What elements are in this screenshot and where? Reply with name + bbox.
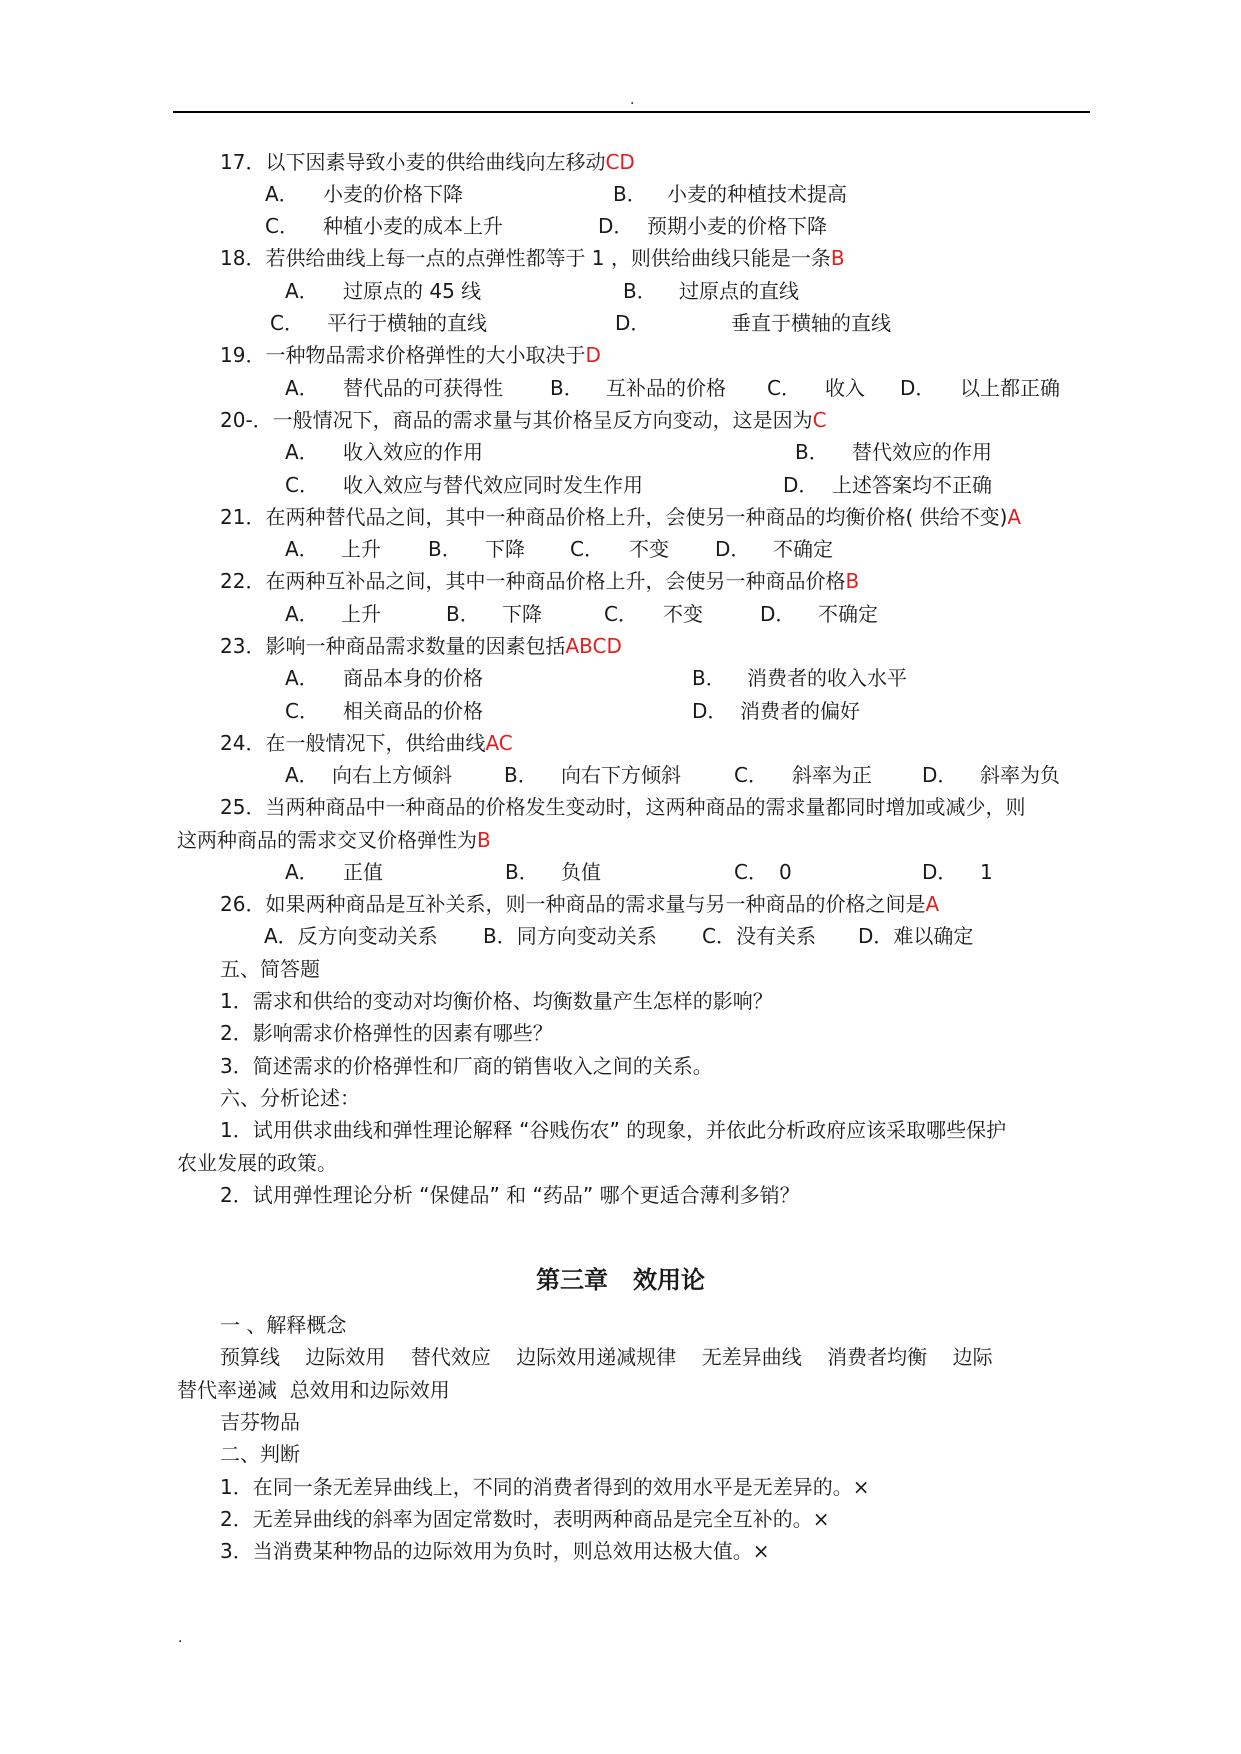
q20-option-d-text: 上述答案均不正确 — [832, 473, 992, 497]
q19-answer: D — [585, 343, 601, 367]
q21-option-a: A． — [285, 537, 319, 561]
q23-option-b-text: 消费者的收入水平 — [747, 666, 907, 690]
judge-item: 2．无差异曲线的斜率为固定常数时，表明两种商品是完全互补的。× — [220, 1507, 830, 1531]
q17-option-a: A． — [265, 182, 299, 206]
q20-option-c-text: 收入效应与替代效应同时发生作用 — [343, 473, 643, 497]
q19-stem: 19．一种物品需求价格弹性的大小取决于D — [220, 343, 601, 367]
concepts-line3: 吉芬物品 — [220, 1410, 300, 1434]
q25-stem-line2: 这两种商品的需求交叉价格弹性为B — [177, 828, 491, 852]
q26-option-d: D．难以确定 — [858, 924, 974, 948]
q19-option-a-text: 替代品的可获得性 — [343, 376, 503, 400]
q19-option-a: A． — [285, 376, 319, 400]
q24-option-d-text: 斜率为负 — [980, 763, 1060, 787]
q21-answer: A — [1007, 505, 1022, 529]
q20-option-b-text: 替代效应的作用 — [852, 440, 992, 464]
q24-option-b: B． — [504, 763, 538, 787]
q22-option-b: B． — [446, 602, 480, 626]
q22-option-d-text: 不确定 — [818, 602, 878, 626]
q25-stem-line1: 25．当两种商品中一种商品的价格发生变动时，这两种商品的需求量都同时增加或减少，则 — [220, 795, 1026, 819]
q18-answer: B — [830, 246, 845, 270]
q21-option-b: B． — [428, 537, 462, 561]
q26-option-a: A．反方向变动关系 — [264, 924, 438, 948]
judge-heading: 二、判断 — [220, 1442, 300, 1466]
q18-option-c: C． — [270, 311, 304, 335]
q19-option-d-text: 以上都正确 — [960, 376, 1060, 400]
short-answer-item: 1．需求和供给的变动对均衡价格、均衡数量产生怎样的影响？ — [220, 989, 773, 1013]
q26-answer: A — [925, 892, 940, 916]
concepts-heading: 一 、解释概念 — [220, 1313, 347, 1337]
q21-option-c: C． — [570, 537, 604, 561]
concepts-line1: 预算线 边际效用 替代效应 边际效用递减规律 无差异曲线 消费者均衡 边际 — [220, 1345, 993, 1369]
q25-option-d: D． — [922, 860, 958, 884]
q20-option-c: C． — [285, 473, 319, 497]
q20-option-a: A． — [285, 440, 319, 464]
q18-option-a-text: 过原点的 45 线 — [343, 279, 482, 303]
q24-option-a-text: 向右上方倾斜 — [332, 763, 452, 787]
q18-option-c-text: 平行于横轴的直线 — [327, 311, 487, 335]
q18-option-d: D． — [615, 311, 651, 335]
q19-option-d: D． — [900, 376, 936, 400]
q19-option-b: B． — [550, 376, 584, 400]
q25-option-c: C． — [734, 860, 768, 884]
q24-option-c-text: 斜率为正 — [792, 763, 872, 787]
q25-option-a: A． — [285, 860, 319, 884]
q22-answer: B — [845, 569, 860, 593]
q17-option-d-text: 预期小麦的价格下降 — [647, 214, 827, 238]
q22-option-b-text: 下降 — [502, 602, 542, 626]
q17-option-b: B． — [613, 182, 647, 206]
q18-option-b: B． — [623, 279, 657, 303]
short-answer-heading: 五、简答题 — [220, 957, 320, 981]
q24-option-d: D． — [922, 763, 958, 787]
concepts-line2: 替代率递减 总效用和边际效用 — [177, 1378, 450, 1402]
q25-answer: B — [477, 828, 491, 852]
q17-option-b-text: 小麦的种植技术提高 — [667, 182, 847, 206]
q20-option-a-text: 收入效应的作用 — [343, 440, 483, 464]
q25-option-a-text: 正值 — [343, 860, 383, 884]
q19-option-c-text: 收入 — [825, 376, 865, 400]
q21-option-d-text: 不确定 — [773, 537, 833, 561]
analysis-item-2: 2．试用弹性理论分析 “保健品” 和 “药品” 哪个更适合薄利多销？ — [220, 1183, 800, 1207]
q21-stem: 21．在两种替代品之间，其中一种商品价格上升，会使另一种商品的均衡价格( 供给不变)A — [220, 505, 1022, 529]
q18-option-a: A． — [285, 279, 319, 303]
header-rule — [173, 111, 1090, 113]
q22-option-a: A． — [285, 602, 319, 626]
q25-option-d-text: 1 — [980, 860, 993, 884]
q20-stem: 20-．一般情况下，商品的需求量与其价格呈反方向变动，这是因为C — [220, 408, 827, 432]
q19-option-c: C． — [767, 376, 801, 400]
q20-answer: C — [812, 408, 827, 432]
q26-option-c: C．没有关系 — [702, 924, 816, 948]
q26-stem: 26．如果两种商品是互补关系，则一种商品的需求量与另一种商品的价格之间是A — [220, 892, 940, 916]
q17-option-a-text: 小麦的价格下降 — [323, 182, 463, 206]
short-answer-item: 3．简述需求的价格弹性和厂商的销售收入之间的关系。 — [220, 1054, 713, 1078]
q21-option-b-text: 下降 — [485, 537, 525, 561]
q23-option-c-text: 相关商品的价格 — [343, 699, 483, 723]
q19-option-b-text: 互补品的价格 — [606, 376, 726, 400]
q17-option-c-text: 种植小麦的成本上升 — [323, 214, 503, 238]
q23-stem: 23．影响一种商品需求数量的因素包括ABCD — [220, 634, 622, 658]
q23-option-d-text: 消费者的偏好 — [740, 699, 860, 723]
q20-option-d: D． — [783, 473, 819, 497]
q24-answer: AC — [485, 731, 513, 755]
q22-stem: 22．在两种互补品之间，其中一种商品价格上升，会使另一种商品价格B — [220, 569, 860, 593]
chapter-title: 第三章 效用论 — [535, 1266, 706, 1294]
q17-stem: 17．以下因素导致小麦的供给曲线向左移动CD — [220, 150, 635, 174]
q22-option-c: C． — [604, 602, 638, 626]
q17-option-d: D． — [598, 214, 634, 238]
q25-option-b: B． — [505, 860, 539, 884]
q23-option-d: D． — [692, 699, 728, 723]
q26-option-b: B．同方向变动关系 — [483, 924, 657, 948]
q23-option-b: B． — [692, 666, 726, 690]
q20-option-b: B． — [795, 440, 829, 464]
q21-option-a-text: 上升 — [341, 537, 381, 561]
footer-mark: . — [178, 1630, 183, 1646]
q18-stem: 18．若供给曲线上每一点的点弹性都等于 1 ，则供给曲线只能是一条B — [220, 246, 845, 270]
q25-option-b-text: 负值 — [561, 860, 601, 884]
q21-option-c-text: 不变 — [629, 537, 669, 561]
q17-answer: CD — [605, 150, 635, 174]
q24-stem: 24．在一般情况下，供给曲线AC — [220, 731, 513, 755]
analysis-item-1-line2: 农业发展的政策。 — [177, 1151, 337, 1175]
q23-answer: ABCD — [565, 634, 622, 658]
q25-option-c-text: 0 — [779, 860, 792, 884]
q18-option-d-text: 垂直于横轴的直线 — [731, 311, 891, 335]
q23-option-a: A． — [285, 666, 319, 690]
q22-option-d: D． — [760, 602, 796, 626]
analysis-heading: 六、分析论述： — [220, 1086, 360, 1110]
q21-option-d: D． — [715, 537, 751, 561]
q24-option-b-text: 向右下方倾斜 — [561, 763, 681, 787]
q22-option-c-text: 不变 — [663, 602, 703, 626]
judge-item: 3．当消费某种物品的边际效用为负时，则总效用达极大值。× — [220, 1539, 770, 1563]
q18-option-b-text: 过原点的直线 — [679, 279, 799, 303]
header-mark: . — [630, 92, 635, 108]
short-answer-item: 2．影响需求价格弹性的因素有哪些？ — [220, 1021, 553, 1045]
q23-option-c: C． — [285, 699, 319, 723]
q24-option-c: C． — [734, 763, 768, 787]
q23-option-a-text: 商品本身的价格 — [343, 666, 483, 690]
judge-item: 1．在同一条无差异曲线上，不同的消费者得到的效用水平是无差异的。× — [220, 1475, 870, 1499]
analysis-item-1-line1: 1．试用供求曲线和弹性理论解释 “谷贱伤农” 的现象，并依此分析政府应该采取哪些保护 — [220, 1118, 1007, 1142]
q22-option-a-text: 上升 — [341, 602, 381, 626]
q17-option-c: C． — [265, 214, 299, 238]
q24-option-a: A． — [285, 763, 319, 787]
